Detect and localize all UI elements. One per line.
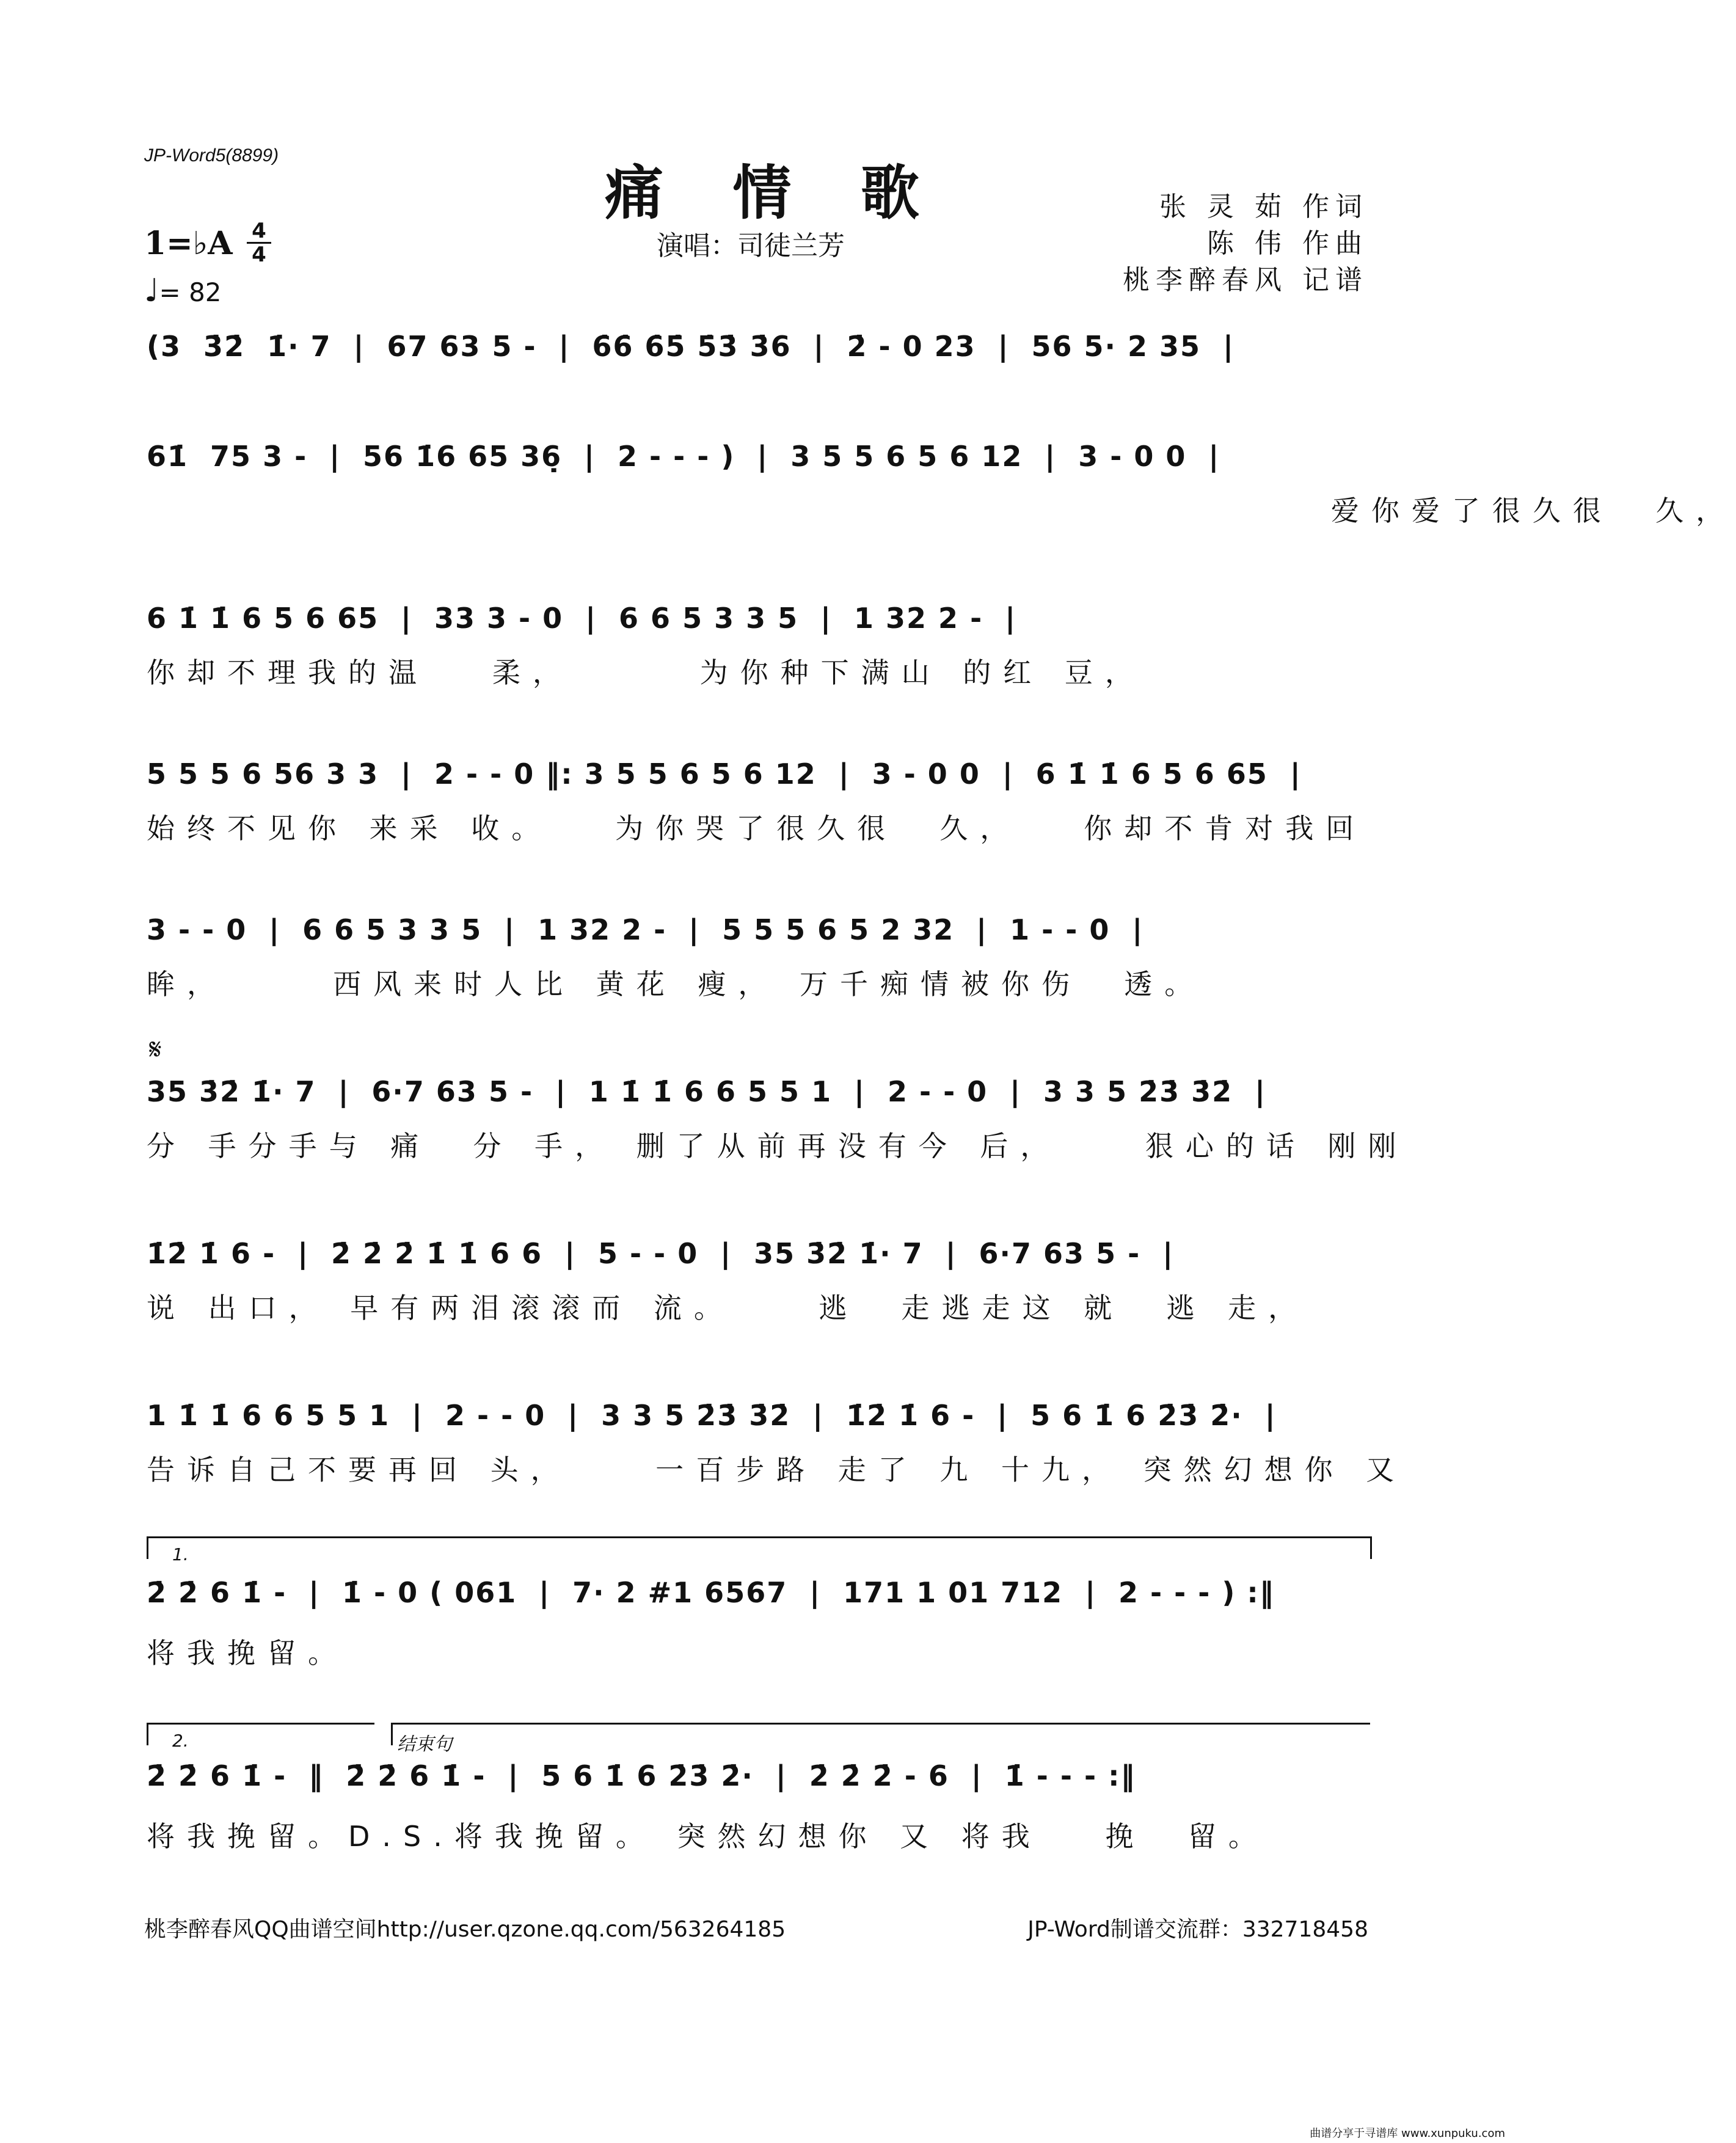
notation-line: 5 5 5 6 56 3 3 | 2 - - 0 ‖: 3 5 5 6 5 6 12 | 3 - 0 0 | 6 1̇ 1̇ 6 5 6 65 | <box>147 758 1302 790</box>
notation-line: 2̇ 2̇ 6 1̇ - | 1̇ - 0 ( 061 | 7· 2 #1 6567 | 171 1 01 712 | 2 - - - ) :‖ <box>147 1576 1275 1609</box>
tempo-marking <box>144 272 222 309</box>
key-signature <box>144 225 233 262</box>
time-signature <box>247 220 271 266</box>
volta-label-1: 1. <box>172 1544 189 1564</box>
footer-left: 桃李醉春风QQ曲谱空间http://user.qzone.qq.com/563264185 <box>144 1917 786 1942</box>
key-text: 1=♭A <box>144 225 233 262</box>
quarter-note-icon: ♩ <box>144 272 159 309</box>
lyric-line-4: 始终不见你 来采 收。 为你哭了很久很 久， 你却不肯对我回 <box>147 812 1366 845</box>
notation-line: (3 3̇2̇ 1̇· 7 | 67 63 5 - | 6̇6̇ 6̇5̇ 5̇3̇ 3̇6 | 2̇ - 0 23 | 56 5· 2 35 | <box>147 330 1235 363</box>
notation-line: 61̇ 75 3 - | 56 1̇6 65 36̣ | 2 - - - ) | 3 5 5 6 5 6 12 | 3 - 0 0 | <box>147 440 1220 473</box>
lyric-line-5: 眸， 西风来时人比 黄花 瘦， 万千痴情被你伤 透。 <box>147 968 1205 1001</box>
notation-line: 3 - - 0 | 6 6 5 3 3 5 | 1 32 2 - | 5 5 5 6 5 2 32 | 1 - - 0 | <box>147 913 1144 946</box>
notation-line: 1 1̇ 1̇ 6 6 5 5 1 | 2 - - 0 | 3 3 5 2̇3̇ 3̇2̇ | 1̇2̇ 1̇ 6 - | 5 6 1̇ 6 2̇3̇ 2̇· | <box>147 1399 1277 1432</box>
staff-system-10 <box>147 1759 1368 1820</box>
software-label: JP-Word5(8899) <box>144 145 279 166</box>
lyric-line-8: 告诉自己不要再回 头， 一百步路 走了 九 十九， 突然幻想你 又 <box>147 1453 1407 1486</box>
lyricist-credit: 张 灵 茹 作词 <box>1159 191 1368 222</box>
staff-system-9 <box>147 1576 1368 1637</box>
segno-sign: 𝄋 <box>149 1032 162 1067</box>
singer-credit: 演唱：司徒兰芳 <box>657 230 845 261</box>
tempo-value: = 82 <box>159 277 222 307</box>
notation-line: 6 1̇ 1̇ 6 5 6 65 | 33 3 - 0 | 6 6 5 3 3 5 | 1 32 2 - | <box>147 602 1016 635</box>
coda-bracket <box>391 1723 1370 1745</box>
transcriber-credit: 桃李醉春风 记谱 <box>1123 265 1368 296</box>
volta-bracket-1 <box>147 1536 1372 1559</box>
lyric-line-3: 你却不理我的温 柔， 为你种下满山 的红 豆， <box>147 656 1145 689</box>
staff-system-1 <box>147 330 1368 391</box>
lyric-line-2: 爱你爱了很久很 久， <box>147 494 1736 527</box>
notation-line: 1̇2̇ 1̇ 6 - | 2̇ 2̇ 2̇ 1̇ 1̇ 6 6 | 5 - - 0 | 35 3̇2̇ 1̇· 7 | 6·7 63 5 - | <box>147 1237 1175 1270</box>
notation-line: 35 3̇2̇ 1̇· 7 | 6·7 63 5 - | 1 1̇ 1̇ 6 6 5 5 1 | 2 - - 0 | 3 3 5 2̇3̇ 3̇2̇ | <box>147 1075 1266 1108</box>
time-sig-bottom: 4 <box>252 243 266 267</box>
footer-right: JP-Word制谱交流群：332718458 <box>1027 1917 1368 1942</box>
watermark: 曲谱分享于寻谱库 www.xunpuku.com <box>1310 2127 1505 2140</box>
song-title: 痛 情 歌 <box>605 159 944 227</box>
lyric-line-10: 将我挽留。D.S.将我挽留。 突然幻想你 又 将我 挽 留。 <box>147 1820 1269 1853</box>
notation-line: 2̇ 2̇ 6 1̇ - ‖ 2̇ 2̇ 6 1̇ - | 5 6 1̇ 6 2̇3̇ 2̇· | 2̇ 2̇ 2̇ - 6 | 1̇ - - - :‖ <box>147 1759 1136 1792</box>
volta-label-2: 2. <box>172 1731 189 1751</box>
composer-credit: 陈 伟 作曲 <box>1207 228 1368 259</box>
lyric-line-9: 将我挽留。 <box>147 1637 348 1670</box>
lyric-line-6: 分 手分手与 痛 分 手， 删了从前再没有今 后， 狠心的话 刚刚 <box>147 1130 1409 1163</box>
lyric-line-7: 说 出口， 早有两泪滚滚而 流。 逃 走逃走这 就 逃 走， <box>147 1291 1309 1324</box>
time-sig-top: 4 <box>252 219 266 243</box>
coda-label: 结束句 <box>397 1734 452 1755</box>
